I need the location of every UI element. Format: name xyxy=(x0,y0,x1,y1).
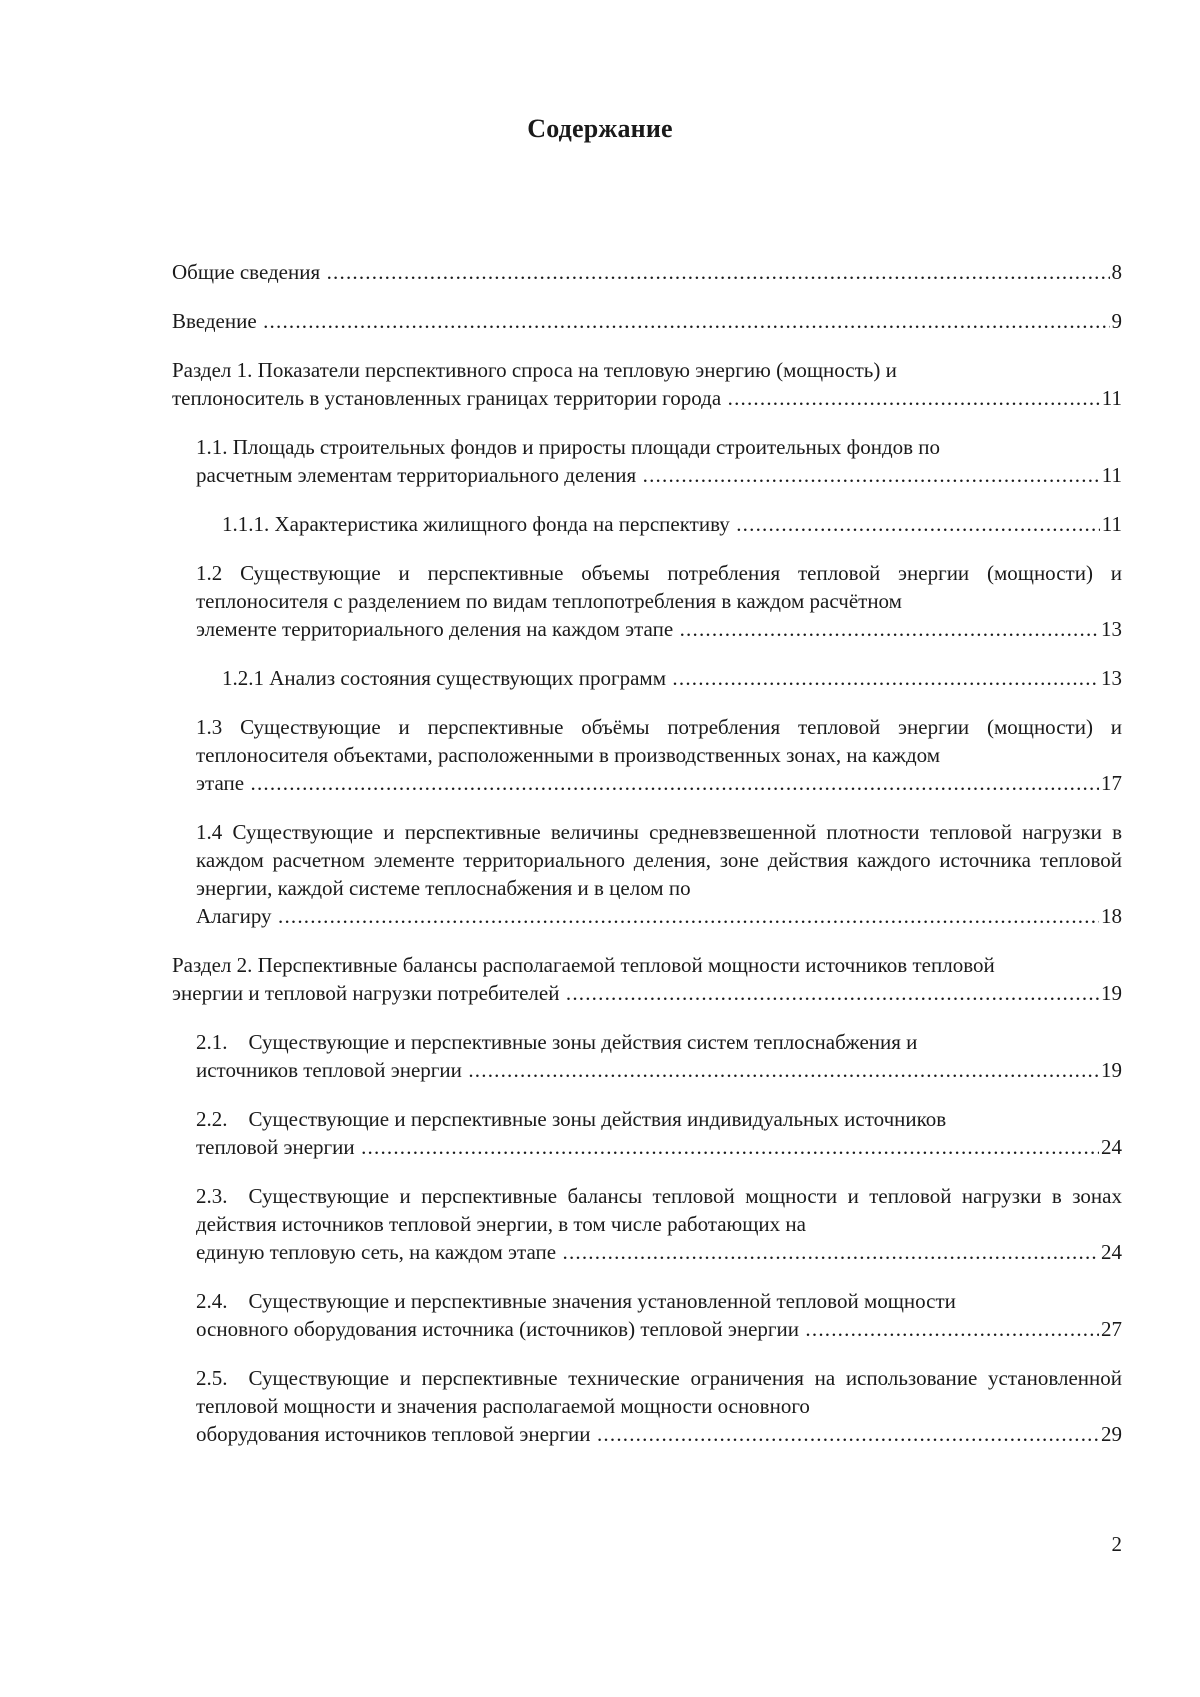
toc-entry-title: этапе xyxy=(196,771,245,795)
toc-entry-number: 2.5. xyxy=(196,1366,228,1390)
toc-entry[interactable] xyxy=(172,713,1122,797)
toc-entry-text xyxy=(196,1184,1122,1236)
toc-entry-number: 2.4. xyxy=(196,1289,228,1313)
toc-entry[interactable] xyxy=(172,356,1122,412)
toc-entry-text xyxy=(196,1107,946,1131)
toc-entry-number: 2.3. xyxy=(196,1184,228,1208)
toc-entry-last-line xyxy=(196,1056,1122,1084)
toc-page-number: 24 xyxy=(1101,1240,1122,1264)
dot-leader xyxy=(673,617,1122,641)
toc-entry-lead-text: 1.2 Существующие и перспективные объемы потребления тепловой энергии (мощности) и теплоносителя с разделением по видам теплопотребления в каждом расчётном xyxy=(196,561,1122,613)
toc-entry-title: Общие сведения xyxy=(172,260,321,284)
toc-entry-text xyxy=(196,1366,1122,1418)
toc-entry-last-line xyxy=(196,461,1122,489)
toc-page-number: 24 xyxy=(1101,1135,1122,1159)
dot-leader xyxy=(355,1135,1122,1159)
dot-leader xyxy=(257,309,1122,333)
toc-page-number: 8 xyxy=(1111,260,1122,284)
toc-entry-last-line xyxy=(172,307,1122,335)
toc-entry[interactable] xyxy=(172,258,1122,286)
toc-entry-number: 2.2. xyxy=(196,1107,228,1131)
toc-entry-title: оборудования источников тепловой энергии xyxy=(196,1422,591,1446)
toc-entry-last-line xyxy=(196,769,1122,797)
toc-page-number: 29 xyxy=(1101,1422,1122,1446)
toc-entry-text xyxy=(196,1030,917,1054)
toc-entry-lead-text: Существующие и перспективные технические ограничения на использование установленной тепловой мощности и значения располагаемой мощности основного xyxy=(196,1366,1122,1418)
toc-page-number: 11 xyxy=(1101,512,1122,536)
toc-entry-number: 2.1. xyxy=(196,1030,228,1054)
toc-entry[interactable] xyxy=(172,510,1122,538)
toc-entry[interactable] xyxy=(172,433,1122,489)
toc-entry-last-line xyxy=(222,664,1122,692)
dot-leader xyxy=(272,904,1122,928)
toc-entry-lead-text: 1.1. Площадь строительных фондов и приросты площади строительных фондов по xyxy=(196,435,941,459)
toc-entry-lead-text: Раздел 1. Показатели перспективного спроса на тепловую энергию (мощность) и xyxy=(172,358,897,382)
toc-page-number: 19 xyxy=(1101,1058,1122,1082)
dot-leader xyxy=(556,1240,1122,1264)
toc-entry-text xyxy=(196,435,940,459)
toc-entry-last-line xyxy=(196,1133,1122,1161)
toc-entry-title: Введение xyxy=(172,309,257,333)
toc-entry-last-line xyxy=(172,258,1122,286)
dot-leader xyxy=(462,1058,1122,1082)
toc-entry-last-line xyxy=(196,1420,1122,1448)
page-number: 2 xyxy=(1111,1532,1122,1556)
toc-entry-title: элементе территориального деления на каждом этапе xyxy=(196,617,674,641)
toc-entry-last-line xyxy=(172,979,1122,1007)
dot-leader xyxy=(320,260,1122,284)
toc-page-number: 27 xyxy=(1101,1317,1122,1341)
toc-entry-title: единую тепловую сеть, на каждом этапе xyxy=(196,1240,557,1264)
toc-entry[interactable] xyxy=(172,818,1122,930)
toc-entry-lead-text: Раздел 2. Перспективные балансы располагаемой тепловой мощности источников тепловой xyxy=(172,953,995,977)
toc-entry-text xyxy=(196,820,1122,900)
toc-page-number: 9 xyxy=(1111,309,1122,333)
toc-page-number: 19 xyxy=(1101,981,1122,1005)
dot-leader xyxy=(799,1317,1122,1341)
toc-entry-text xyxy=(172,358,897,382)
toc-page-number: 11 xyxy=(1101,386,1122,410)
toc-entry-last-line xyxy=(196,1238,1122,1266)
toc-entry-title: расчетным элементам территориального деления xyxy=(196,463,637,487)
toc-entry-title: тепловой энергии xyxy=(196,1135,355,1159)
toc-entry[interactable] xyxy=(172,307,1122,335)
toc-page-number: 13 xyxy=(1101,666,1122,690)
toc-entry-lead-text: 1.4 Существующие и перспективные величины средневзвешенной плотности тепловой нагрузки в каждом расчетном элементе территориального деления, зоне действия каждого источника тепловой энергии, каждой системе теплоснабжения и в целом по xyxy=(196,820,1122,900)
toc-entry-text xyxy=(172,953,995,977)
toc-entry-text xyxy=(196,561,1122,613)
toc-entry-title: теплоноситель в установленных границах территории города xyxy=(172,386,722,410)
toc-entry-lead-text: Существующие и перспективные значения установленной тепловой мощности xyxy=(248,1289,956,1313)
toc-entry-title: 1.1.1. Характеристика жилищного фонда на перспективу xyxy=(222,512,730,536)
toc-entry-title: энергии и тепловой нагрузки потребителей xyxy=(172,981,560,1005)
toc-entry[interactable] xyxy=(172,664,1122,692)
toc-entry-title: основного оборудования источника (источников) тепловой энергии xyxy=(196,1317,799,1341)
toc-entry[interactable] xyxy=(172,1105,1122,1161)
dot-leader xyxy=(559,981,1122,1005)
toc-entry-last-line xyxy=(222,510,1122,538)
toc-entry-last-line xyxy=(172,384,1122,412)
toc-entry[interactable] xyxy=(172,1028,1122,1084)
dot-leader xyxy=(721,386,1122,410)
toc-entry[interactable] xyxy=(172,1182,1122,1266)
toc-page-number: 18 xyxy=(1101,904,1122,928)
toc-entry-title: Алагиру xyxy=(196,904,272,928)
toc-entry-lead-text: Существующие и перспективные зоны действия систем теплоснабжения и xyxy=(248,1030,918,1054)
page-title: Содержание xyxy=(527,114,673,143)
table-of-contents xyxy=(172,258,1122,1469)
dot-leader xyxy=(730,512,1122,536)
toc-entry-text xyxy=(196,715,1122,767)
dot-leader xyxy=(591,1422,1122,1446)
toc-entry[interactable] xyxy=(172,1364,1122,1448)
toc-entry[interactable] xyxy=(172,1287,1122,1343)
toc-entry-last-line xyxy=(196,902,1122,930)
toc-entry[interactable] xyxy=(172,559,1122,643)
toc-entry-lead-text: Существующие и перспективные балансы тепловой мощности и тепловой нагрузки в зонах действия источников тепловой энергии, в том числе работающих на xyxy=(196,1184,1122,1236)
dot-leader xyxy=(666,666,1122,690)
toc-entry-last-line xyxy=(196,1315,1122,1343)
toc-page-number: 17 xyxy=(1101,771,1122,795)
toc-entry-last-line xyxy=(196,615,1122,643)
toc-entry-title: источников тепловой энергии xyxy=(196,1058,462,1082)
dot-leader xyxy=(636,463,1122,487)
toc-entry[interactable] xyxy=(172,951,1122,1007)
toc-page-number: 13 xyxy=(1101,617,1122,641)
toc-entry-title: 1.2.1 Анализ состояния существующих программ xyxy=(222,666,666,690)
toc-entry-text xyxy=(196,1289,956,1313)
dot-leader xyxy=(244,771,1122,795)
toc-entry-lead-text: Существующие и перспективные зоны действия индивидуальных источников xyxy=(248,1107,947,1131)
toc-entry-lead-text: 1.3 Существующие и перспективные объёмы потребления тепловой энергии (мощности) и теплоносителя объектами, расположенными в производственных зонах, на каждом xyxy=(196,715,1122,767)
toc-page-number: 11 xyxy=(1101,463,1122,487)
